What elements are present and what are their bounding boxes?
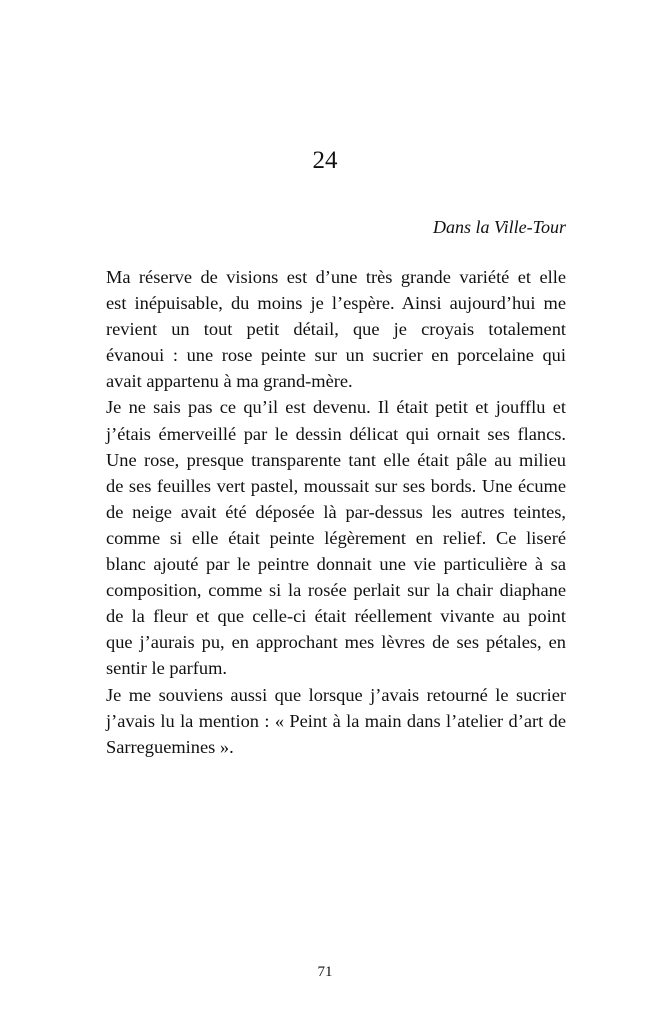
text-line: avait appartenu à ma grand-mère. [106, 371, 353, 392]
chapter-number: 24 [312, 147, 338, 174]
body-text [84, 264, 566, 760]
text-line: Une rose, presque transparente tant elle était pâle au milieu [106, 449, 566, 470]
paragraph-2 [84, 394, 566, 681]
text-line: j’avais lu la mention : « Peint à la main dans l’atelier d’art de [106, 710, 566, 731]
text-line: Je me souviens aussi que lorsque j’avais retourné le sucrier [106, 684, 566, 705]
text-line: composition, comme si la rosée perlait sur la chair diaphane [106, 580, 566, 601]
text-line: sentir le parfum. [106, 658, 228, 679]
text-line: Ma réserve de visions est d’une très grande variété et elle [106, 267, 566, 287]
text-line: évanoui : une rose peinte sur un sucrier en porcelaine qui [106, 345, 566, 366]
text-line: que j’aurais pu, en approchant mes lèvres de ses pétales, en [106, 632, 566, 653]
text-line: de ses feuilles vert pastel, moussait sur ses bords. Une écume [106, 475, 566, 496]
text-line: comme si elle était peinte légèrement en relief. Ce liseré [106, 527, 566, 548]
text-line: est inépuisable, du moins je l’espère. Ainsi aujourd’hui me [106, 293, 566, 314]
paragraph-3 [84, 682, 566, 760]
text-line: revient un tout petit détail, que je croyais totalement [106, 319, 566, 340]
text-line: j’étais émerveillé par le dessin délicat qui ornait ses flancs. [106, 423, 566, 444]
text-line: de la fleur et que celle-ci était réellement vivante au point [106, 606, 566, 627]
text-line: Sarreguemines ». [106, 736, 234, 757]
text-line: de neige avait été déposée là par-dessus les autres teintes, [106, 501, 566, 522]
chapter-subtitle: Dans la Ville-Tour [432, 217, 566, 237]
text-line: blanc ajouté par le peintre donnait une vie particulière à sa [106, 554, 566, 575]
text-line: Je ne sais pas ce qu’il est devenu. Il était petit et joufflu et [106, 397, 566, 418]
paragraph-1 [84, 264, 566, 394]
page-number: 71 [317, 964, 333, 980]
